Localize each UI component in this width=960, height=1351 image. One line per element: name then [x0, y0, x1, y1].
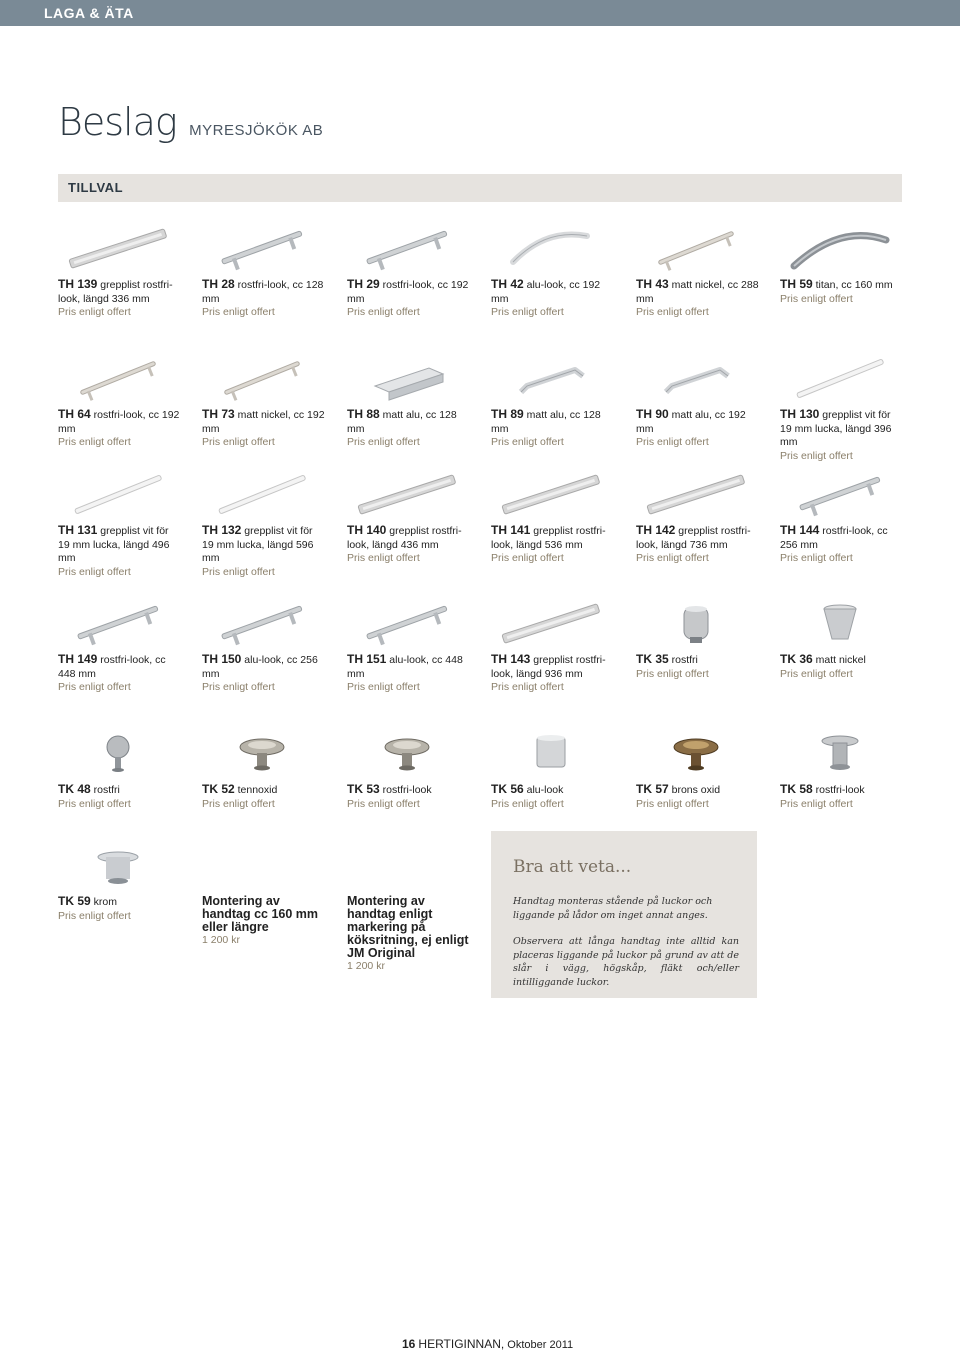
product-code: TH 150 — [202, 652, 242, 666]
product-desc: rostfri-look — [382, 784, 432, 796]
product-price: Pris enligt offert — [780, 552, 853, 564]
square-knob-icon — [491, 731, 611, 777]
thin-bar-handle-icon — [636, 226, 756, 272]
product-desc: grepplist vit för 19 mm lucka, längd 496 mm — [58, 525, 170, 564]
service-price: 1 200 kr — [202, 934, 240, 946]
product-desc: grepplist vit för 19 mm lucka, längd 396 mm — [780, 409, 892, 448]
bronze-oval-knob-icon — [636, 731, 756, 777]
product-desc: rostfri-look, cc 256 mm — [780, 525, 888, 551]
product-price: Pris enligt offert — [491, 306, 564, 318]
product-desc: rostfri-look — [815, 784, 865, 796]
white-strip-icon — [780, 356, 900, 402]
page-title — [58, 100, 323, 144]
title-sub: MYRESJÖKÖK AB — [189, 122, 324, 139]
cone-knob-icon — [780, 601, 900, 647]
product-code: TK 58 — [780, 782, 813, 796]
product-price: Pris enligt offert — [347, 681, 420, 693]
long-grip-strip-icon — [58, 226, 178, 272]
product-price: Pris enligt offert — [347, 306, 420, 318]
product-price: Pris enligt offert — [636, 797, 709, 810]
product-price: Pris enligt offert — [58, 565, 131, 578]
section-header — [58, 174, 902, 202]
section-label: LAGA & ÄTA — [44, 5, 134, 21]
product-code: TH 90 — [636, 407, 669, 421]
service-price: 1 200 kr — [347, 960, 385, 972]
thin-bar-handle-icon — [202, 356, 322, 402]
product-desc: grepplist vit för 19 mm lucka, längd 596 mm — [202, 525, 314, 564]
info-paragraph-2: Observera att långa handtag inte alltid kan placeras liggande på luckor på grund av att de slår i vägg, högskåp, fläkt och/eller intilliggande luckor. — [513, 936, 739, 988]
product-desc: grepplist rostfri-look, längd 736 mm — [636, 525, 751, 551]
product-code: TK 59 — [58, 894, 91, 908]
product-price: Pris enligt offert — [202, 681, 275, 693]
product-code: TH 131 — [58, 523, 98, 537]
product-code: TK 36 — [780, 652, 813, 666]
product-price: Pris enligt offert — [780, 449, 853, 462]
product-price: Pris enligt offert — [491, 436, 564, 448]
bar-handle-icon — [780, 472, 900, 518]
product-price: Pris enligt offert — [202, 436, 275, 448]
product-price: Pris enligt offert — [780, 797, 853, 810]
product-desc: grepplist rostfri-look, längd 536 mm — [491, 525, 606, 551]
product-code: TH 149 — [58, 652, 98, 666]
white-strip-icon — [58, 472, 178, 518]
product-price: Pris enligt offert — [58, 306, 131, 318]
product-code: TH 28 — [202, 277, 235, 291]
product-desc: matt alu, cc 128 mm — [491, 409, 601, 435]
thin-bar-handle-icon — [58, 356, 178, 402]
product-desc: matt nickel, cc 192 mm — [202, 409, 325, 435]
product-desc: matt alu, cc 192 mm — [636, 409, 746, 435]
product-code: TH 130 — [780, 407, 820, 421]
product-price: Pris enligt offert — [58, 797, 131, 810]
product-code: TH 139 — [58, 277, 98, 291]
product-code: TH 151 — [347, 652, 387, 666]
mushroom-knob-icon — [780, 731, 900, 777]
bar-handle-icon — [202, 601, 322, 647]
product-price: Pris enligt offert — [491, 552, 564, 564]
page-footer — [402, 1337, 573, 1351]
bar-handle-icon — [347, 601, 467, 647]
product-desc: alu-look, cc 192 mm — [491, 279, 601, 305]
product-price: Pris enligt offert — [202, 797, 275, 810]
product-desc: titan, cc 160 mm — [815, 279, 893, 291]
product-desc: grepplist rostfri-look, längd 336 mm — [58, 279, 173, 305]
product-code: TH 29 — [347, 277, 380, 291]
product-price: Pris enligt offert — [202, 306, 275, 318]
long-grip-strip-icon — [491, 472, 611, 518]
top-section-bar — [0, 0, 960, 26]
product-code: TH 73 — [202, 407, 235, 421]
product-desc: grepplist rostfri-look, längd 436 mm — [347, 525, 462, 551]
product-code: TH 88 — [347, 407, 380, 421]
bow-handle-icon — [780, 226, 900, 272]
product-desc: alu-look, cc 256 mm — [202, 654, 318, 680]
oval-knob-icon — [347, 731, 467, 777]
product-desc: rostfri — [93, 784, 120, 796]
product-desc: matt nickel, cc 288 mm — [636, 279, 759, 305]
long-grip-strip-icon — [491, 601, 611, 647]
product-desc: rostfri-look, cc 128 mm — [202, 279, 324, 305]
product-code: TK 57 — [636, 782, 669, 796]
bar-handle-icon — [202, 226, 322, 272]
product-code: TH 64 — [58, 407, 91, 421]
product-price: Pris enligt offert — [636, 306, 709, 318]
info-paragraph-1: Handtag monteras stående på luckor och liggande på lådor om inget annat anges. — [513, 896, 713, 921]
product-price: Pris enligt offert — [202, 565, 275, 578]
info-box — [491, 831, 757, 998]
product-price: Pris enligt offert — [491, 681, 564, 693]
magazine-name: HERTIGINNAN, — [418, 1337, 505, 1351]
product-code: TH 59 — [780, 277, 813, 291]
product-price: Pris enligt offert — [58, 436, 131, 448]
product-code: TH 43 — [636, 277, 669, 291]
product-desc: krom — [93, 896, 117, 908]
product-code: TH 142 — [636, 523, 676, 537]
product-price: Pris enligt offert — [780, 292, 853, 305]
product-price: Pris enligt offert — [58, 681, 131, 693]
cylinder-knob-icon — [636, 601, 756, 647]
product-price: Pris enligt offert — [491, 797, 564, 810]
product-price: Pris enligt offert — [347, 436, 420, 448]
product-desc: rostfri-look, cc 448 mm — [58, 654, 166, 680]
long-grip-strip-icon — [347, 472, 467, 518]
product-price: Pris enligt offert — [58, 909, 131, 922]
product-code: TK 48 — [58, 782, 91, 796]
product-code: TH 42 — [491, 277, 524, 291]
white-strip-icon — [202, 472, 322, 518]
product-price: Pris enligt offert — [636, 552, 709, 564]
product-price: Pris enligt offert — [780, 667, 853, 680]
product-price: Pris enligt offert — [347, 797, 420, 810]
block-handle-icon — [347, 356, 467, 402]
bar-handle-icon — [58, 601, 178, 647]
product-desc: rostfri-look, cc 192 mm — [347, 279, 469, 305]
page-number: 16 — [402, 1337, 416, 1351]
product-desc: grepplist rostfri-look, längd 936 mm — [491, 654, 606, 680]
d-handle-icon — [491, 356, 611, 402]
product-code: TK 52 — [202, 782, 235, 796]
product-code: TH 132 — [202, 523, 242, 537]
product-code: TH 143 — [491, 652, 531, 666]
product-price: Pris enligt offert — [636, 667, 709, 680]
service-title: Montering av handtag enligt markering på köksritning, ej enligt JM Original — [347, 894, 469, 960]
product-code: TH 140 — [347, 523, 387, 537]
info-heading: Bra att veta... — [513, 857, 632, 877]
long-grip-strip-icon — [636, 472, 756, 518]
product-code: TK 53 — [347, 782, 380, 796]
product-code: TK 56 — [491, 782, 524, 796]
arched-handle-icon — [491, 226, 611, 272]
product-code: TH 144 — [780, 523, 820, 537]
bar-handle-icon — [347, 226, 467, 272]
product-code: TK 35 — [636, 652, 669, 666]
service-title: Montering av handtag cc 160 mm eller längre — [202, 894, 319, 934]
oval-knob-icon — [202, 731, 322, 777]
product-desc: tennoxid — [237, 784, 278, 796]
product-desc: rostfri-look, cc 192 mm — [58, 409, 180, 435]
ball-knob-icon — [58, 731, 178, 777]
chrome-knob-icon — [58, 845, 178, 891]
product-desc: matt nickel — [815, 654, 866, 666]
title-main: Beslag — [58, 100, 177, 144]
product-code: TH 141 — [491, 523, 531, 537]
issue-date: Oktober 2011 — [507, 1339, 574, 1351]
product-desc: alu-look — [526, 784, 564, 796]
section-header-label: TILLVAL — [68, 180, 124, 195]
product-desc: brons oxid — [671, 784, 721, 796]
product-desc: matt alu, cc 128 mm — [347, 409, 457, 435]
product-price: Pris enligt offert — [347, 552, 420, 564]
d-handle-icon — [636, 356, 756, 402]
product-desc: rostfri — [671, 654, 698, 666]
product-code: TH 89 — [491, 407, 524, 421]
product-price: Pris enligt offert — [636, 436, 709, 448]
product-desc: alu-look, cc 448 mm — [347, 654, 463, 680]
